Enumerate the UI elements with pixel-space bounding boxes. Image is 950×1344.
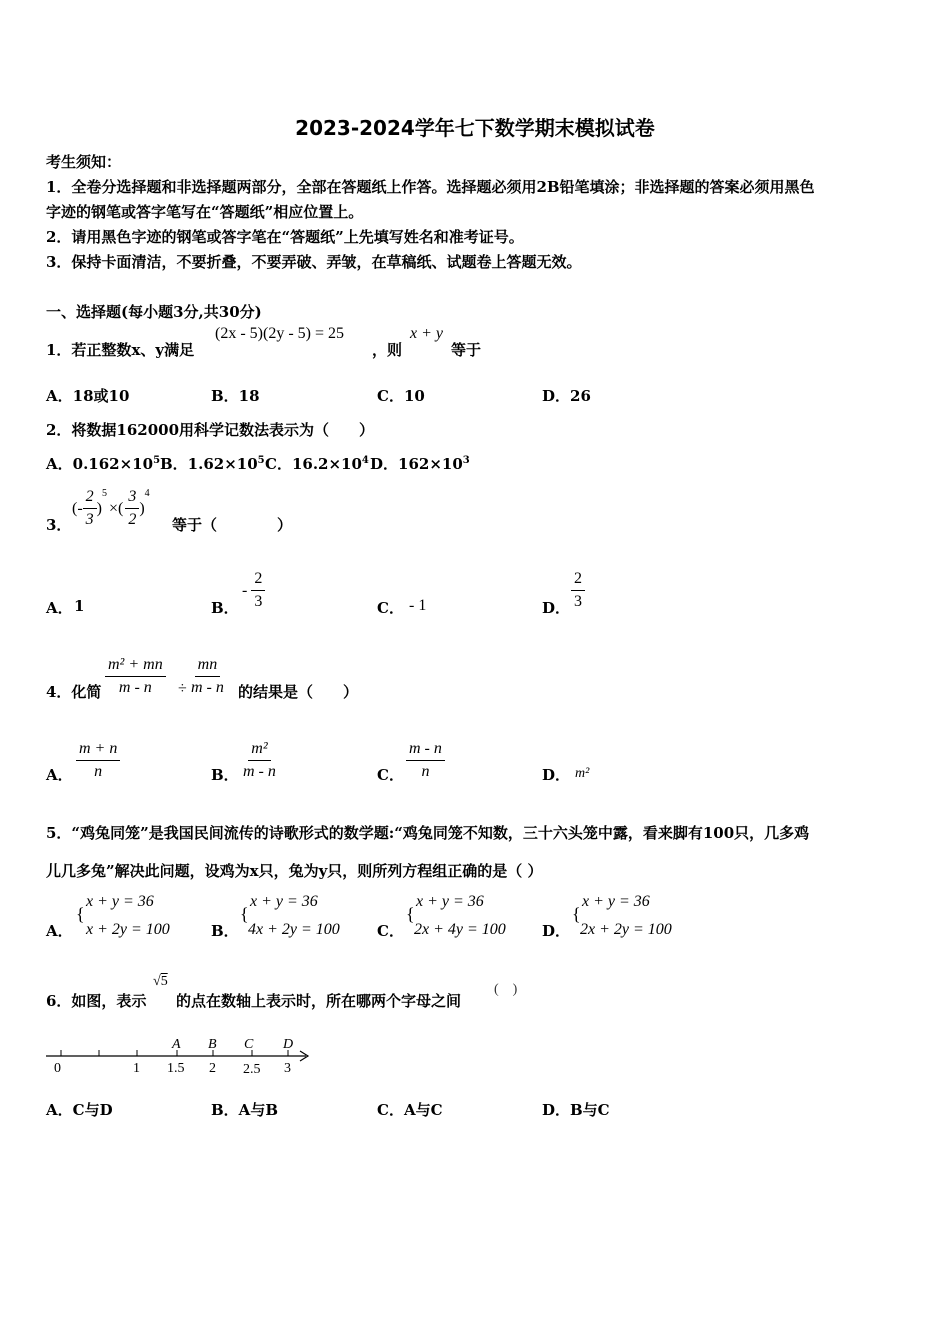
- q5-option-c-eq2: 2x + 4y = 100: [414, 921, 506, 938]
- q6-suffix: 的点在数轴上表示时，所在哪两个字母之间: [176, 992, 462, 1010]
- q5-option-a-brace: {: [76, 904, 85, 924]
- q5-option-d-eq1: x + y = 36: [582, 893, 650, 910]
- q3-option-d-value: $\frac{2}{3}$: [571, 570, 585, 611]
- q3-option-a-value: 1: [74, 597, 85, 615]
- q2-option-c: C．$16.2\times 10^4$: [265, 455, 369, 473]
- q4-option-b-label: B．: [211, 766, 239, 784]
- notice-item: 3．保持卡面清洁，不要折叠，不要弄破、弄皱，在草稿纸、试题卷上答题无效。: [46, 253, 582, 271]
- q1-expression: x + y: [410, 325, 443, 342]
- q4-fraction-1: $\frac{\text{m² + mn}}{m - n}$: [105, 656, 166, 697]
- q5-line-1: 5．“鸡兔同笼”是我国民间流传的诗歌形式的数学题:“鸡兔同笼不知数，三十六头笼中露，看来脚有100只，几多鸡: [46, 824, 810, 842]
- q5-option-d-label: D．: [542, 922, 571, 940]
- q1-option-c: C．10: [377, 387, 425, 405]
- q5-option-d-eq2: 2x + 2y = 100: [580, 921, 672, 938]
- q3-number: 3．: [46, 516, 72, 534]
- q5-option-d-brace: {: [572, 904, 581, 924]
- q5-option-c-eq1: x + y = 36: [416, 893, 484, 910]
- q1-suffix: 等于: [451, 341, 482, 359]
- q5-option-b-label: B．: [211, 922, 239, 940]
- axis-label: 3: [284, 1061, 291, 1076]
- q5-option-b-eq1: x + y = 36: [250, 893, 318, 910]
- q2-option-b: B．$1.62\times 10^5$: [160, 455, 265, 473]
- section-heading: 一、选择题(每小题3分,共30分): [46, 303, 262, 321]
- q5-option-a-eq2: x + 2y = 100: [86, 921, 170, 938]
- q4-option-d-value: m²: [575, 766, 590, 781]
- q3-suffix: 等于（ ）: [172, 516, 293, 534]
- q3-fraction-2: $\frac{3}{2}$: [125, 488, 139, 529]
- q3-option-b-label: B．: [211, 599, 239, 617]
- q6-answer-blank: ( ): [494, 982, 518, 997]
- axis-label: 2: [209, 1061, 216, 1076]
- q2-option-a: A．$0.162\times 10^5$: [46, 455, 161, 473]
- axis-letter: B: [208, 1037, 217, 1052]
- q1-equation: (2x - 5)(2y - 5) = 25: [215, 325, 344, 342]
- axis-letter: C: [244, 1037, 254, 1052]
- notice-item: 2．请用黑色字迹的钢笔或答字笔在“答题纸”上先填写姓名和准考证号。: [46, 228, 524, 246]
- axis-letter: D: [283, 1037, 294, 1052]
- q1-middle: ，则: [372, 341, 403, 359]
- q5-line-2: 儿几多兔”解决此问题，设鸡为x只，兔为y只，则所列方程组正确的是（ ）: [46, 862, 543, 880]
- q6-radical: √5: [153, 974, 168, 989]
- q3-option-d-label: D．: [542, 599, 571, 617]
- q6-option-d: D．B与C: [542, 1101, 610, 1119]
- q5-option-a-eq1: x + y = 36: [86, 893, 154, 910]
- q5-option-c-label: C．: [377, 922, 404, 940]
- axis-label: 1.5: [167, 1061, 185, 1076]
- q4-fraction-2: $\frac{mn}{m - n}$: [191, 656, 224, 696]
- axis-letter: A: [172, 1037, 181, 1052]
- q5-option-c-brace: {: [406, 904, 415, 924]
- axis-label: 2.5: [243, 1062, 261, 1077]
- q3-option-a-label: A．: [46, 599, 73, 617]
- axis-label: 1: [133, 1061, 140, 1076]
- q5-option-b-eq2: 4x + 2y = 100: [248, 921, 340, 938]
- q1-option-d: D．26: [542, 387, 591, 405]
- q3-option-b-value: - $\frac{2}{3}$: [242, 570, 265, 611]
- q3-fraction-1: $\frac{2}{3}$: [83, 488, 97, 529]
- q3-expression: (- $\frac{2}{3}$ ) 5 ×( $\frac{3}{2}$ ) 4: [72, 488, 150, 528]
- q4-option-c-label: C．: [377, 766, 404, 784]
- q5-option-b-brace: {: [240, 904, 249, 924]
- q3-option-c-value: - 1: [409, 597, 427, 614]
- q6-option-c: C．A与C: [377, 1101, 443, 1119]
- notice-item: 1．全卷分选择题和非选择题两部分，全部在答题纸上作答。选择题必须用2B铅笔填涂；非选择题的答案必须用黑色: [46, 178, 815, 196]
- q6-option-b: B．A与B: [211, 1101, 278, 1119]
- q5-option-a-label: A．: [46, 922, 73, 940]
- number-line: [40, 1030, 320, 1080]
- q6-option-a: A．C与D: [46, 1101, 113, 1119]
- divide-symbol: ÷: [178, 680, 187, 697]
- notice-item: 字迹的钢笔或答字笔写在“答题纸”相应位置上。: [46, 203, 364, 221]
- q1-option-b: B．18: [211, 387, 260, 405]
- notice-heading: 考生须知：: [46, 153, 122, 171]
- q4-prefix: 4．化简: [46, 683, 102, 701]
- q2-stem: 2．将数据162000用科学记数法表示为（ ）: [46, 421, 375, 439]
- q4-option-a-label: A．: [46, 766, 73, 784]
- q1-prefix: 1．若正整数x、y满足: [46, 341, 195, 359]
- q4-option-c-value: $\frac{m - n}{n}$: [406, 740, 445, 781]
- q4-option-d-label: D．: [542, 766, 571, 784]
- q4-option-b-value: $\frac{\text{m²}}{m - n}$: [243, 740, 276, 780]
- q4-suffix: 的结果是（ ）: [238, 683, 359, 701]
- q3-option-c-label: C．: [377, 599, 404, 617]
- page-title: 2023-2024学年七下数学期末模拟试卷: [295, 116, 655, 140]
- q4-option-a-value: $\frac{m + n}{n}$: [76, 740, 120, 781]
- q6-prefix: 6．如图，表示: [46, 992, 147, 1010]
- q2-option-d: D．$162\times 10^3$: [370, 455, 470, 473]
- q1-option-a: A．18或10: [46, 387, 130, 405]
- axis-label: 0: [54, 1061, 61, 1076]
